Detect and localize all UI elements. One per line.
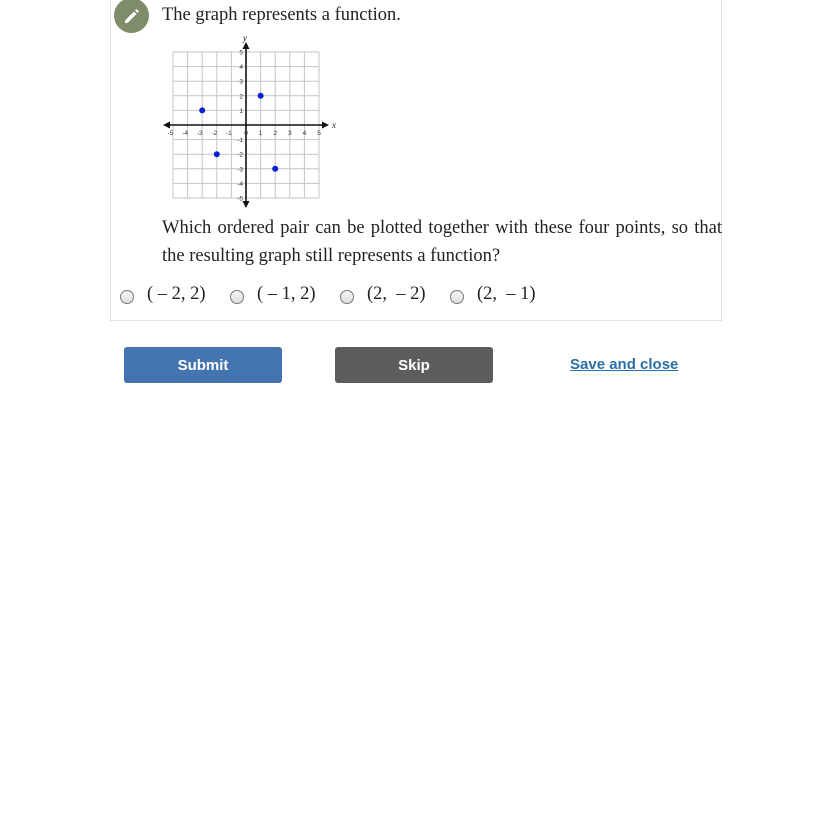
y-tick-label: -2: [237, 151, 243, 159]
y-tick-label: -4: [237, 180, 243, 188]
y-tick-label: 2: [239, 93, 243, 101]
x-tick-label: -5: [167, 130, 174, 137]
data-point: [258, 93, 264, 99]
choice-option-2[interactable]: [230, 281, 316, 307]
x-tick-label: -2: [211, 130, 218, 137]
data-point: [199, 107, 205, 113]
choice-label: ( ‒ 1, 2): [257, 284, 316, 304]
y-tick-label: -3: [237, 166, 243, 174]
radio-button[interactable]: [120, 290, 134, 304]
choice-option-1[interactable]: [120, 281, 206, 307]
data-point: [214, 151, 220, 157]
question-text: Which ordered pair can be plotted together with these four points, so that the resulting graph still represents a function?: [162, 218, 722, 266]
y-axis-arrow: [243, 201, 250, 208]
y-tick-label: 1: [239, 107, 243, 115]
skip-button[interactable]: Skip: [335, 347, 493, 383]
choice-label: ( ‒ 2, 2): [147, 284, 206, 304]
y-tick-label: 5: [239, 49, 243, 57]
x-tick-label: 5: [317, 130, 321, 137]
x-tick-label: -1: [226, 130, 232, 137]
x-tick-label: -3: [196, 130, 203, 137]
function-graph: [160, 36, 340, 208]
save-and-close-link[interactable]: Save and close: [570, 356, 679, 373]
y-tick-label: 3: [239, 78, 243, 86]
y-axis-arrow: [243, 42, 250, 49]
choice-label: (2, ‒ 2): [367, 284, 426, 304]
x-tick-label: 0: [244, 130, 248, 137]
question-prompt: The graph represents a function.: [162, 5, 401, 25]
x-tick-label: -4: [182, 130, 188, 137]
x-axis-label: x: [332, 120, 336, 130]
y-tick-label: -5: [237, 195, 243, 203]
x-axis-arrow: [322, 122, 329, 129]
x-tick-label: 3: [287, 130, 292, 137]
x-tick-label: 1: [258, 130, 263, 137]
y-tick-label: 4: [239, 64, 243, 72]
x-axis-arrow: [163, 122, 170, 129]
choice-option-3[interactable]: [340, 281, 426, 307]
radio-button[interactable]: [230, 290, 244, 304]
submit-button[interactable]: Submit: [124, 347, 282, 383]
data-point: [272, 166, 278, 172]
y-tick-label: -1: [237, 137, 243, 145]
choice-label: (2, ‒ 1): [477, 284, 536, 304]
x-tick-label: 4: [302, 130, 307, 137]
radio-button[interactable]: [450, 290, 464, 304]
y-axis-label: y: [243, 36, 247, 43]
radio-button[interactable]: [340, 290, 354, 304]
choice-option-4[interactable]: [450, 281, 536, 307]
x-tick-label: 2: [273, 130, 278, 137]
